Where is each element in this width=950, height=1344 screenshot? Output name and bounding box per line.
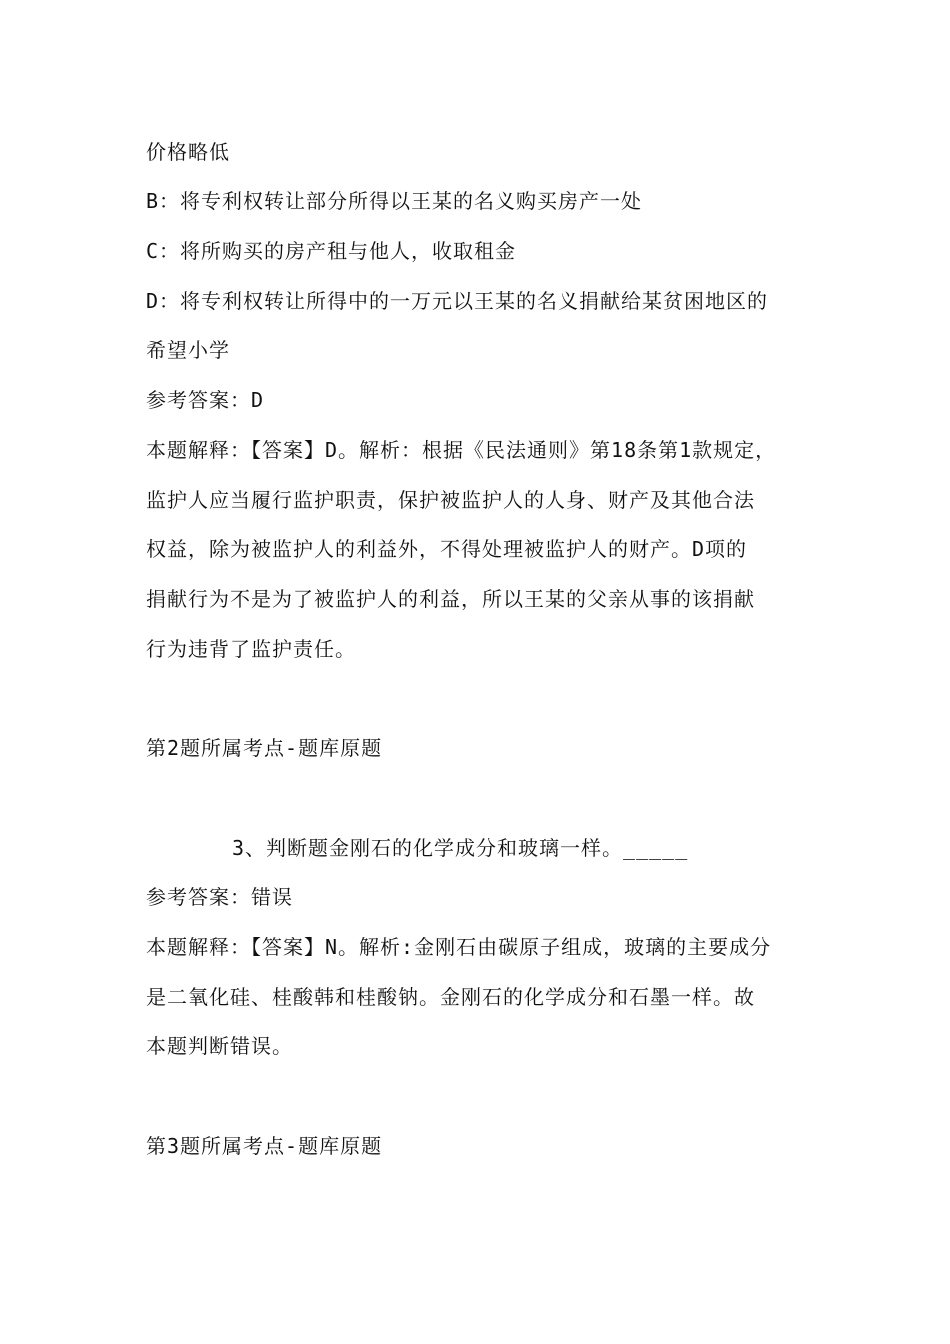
option-d-line2: 希望小学 xyxy=(146,338,230,362)
q1-explanation-line: 行为违背了监护责任。 xyxy=(146,637,356,661)
q3-answer: 参考答案：错误 xyxy=(146,885,293,909)
option-b: B：将专利权转让部分所得以王某的名义购买房产一处 xyxy=(146,189,643,213)
q3-explanation-line: 本题解释：【答案】N。解析:金刚石由碳原子组成，玻璃的主要成分 xyxy=(146,935,772,959)
q3-question: 3、判断题金刚石的化学成分和玻璃一样。_____ xyxy=(232,836,689,860)
q3-explanation-line: 是二氧化硅、桂酸韩和桂酸钠。金刚石的化学成分和石墨一样。故 xyxy=(146,985,755,1009)
option-a-tail: 价格略低 xyxy=(146,140,230,164)
q1-explanation-line: 本题解释：【答案】D。解析：根据《民法通则》第18条第1款规定， xyxy=(146,438,777,462)
q2-topic: 第2题所属考点-题库原题 xyxy=(146,736,383,760)
q1-explanation-line: 监护人应当履行监护职责，保护被监护人的人身、财产及其他合法 xyxy=(146,488,755,512)
q1-explanation-line: 捐献行为不是为了被监护人的利益，所以王某的父亲从事的该捐献 xyxy=(146,587,755,611)
q1-explanation-line: 权益，除为被监护人的利益外，不得处理被监护人的财产。D项的 xyxy=(146,537,748,561)
q3-topic: 第3题所属考点-题库原题 xyxy=(146,1134,383,1158)
option-c: C：将所购买的房产租与他人，收取租金 xyxy=(146,239,517,263)
q3-explanation-line: 本题判断错误。 xyxy=(146,1034,293,1058)
option-d-line1: D：将专利权转让所得中的一万元以王某的名义捐献给某贫困地区的 xyxy=(146,289,769,313)
q1-answer: 参考答案：D xyxy=(146,388,265,412)
